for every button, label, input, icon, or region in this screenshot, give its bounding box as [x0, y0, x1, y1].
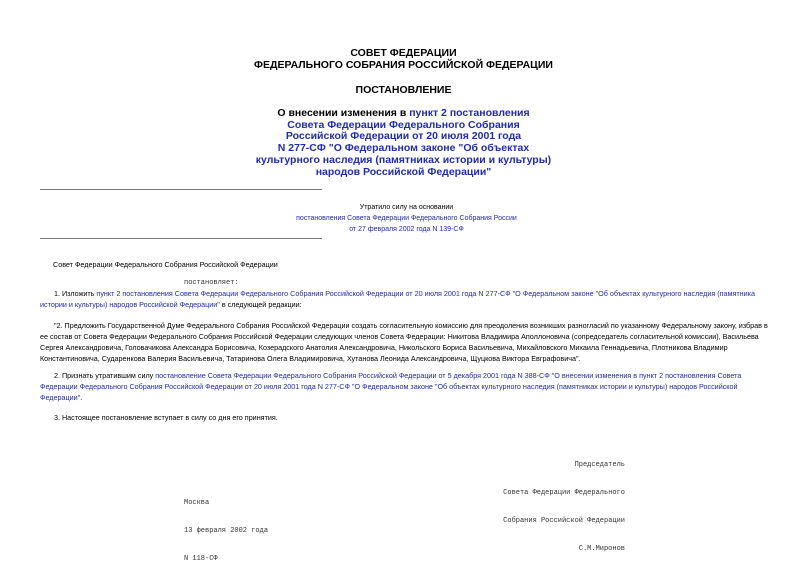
item-1-link-2[interactable]: истории и культуры) народов Российской Федерации" — [40, 300, 220, 309]
title-link-line[interactable]: народов Российской Федерации" — [315, 165, 492, 178]
quote-line: ее состав от Совета Федерации Федерального Собрания Российской Федерации следующих членов Совета Федерации: Никитова Владимира Аполлоновича (сопредседатель согласительной комиссии), Васильева — [40, 332, 759, 341]
item-2-link[interactable]: постановление Совета Федерации Федерального Собрания Российской Федерации от 5 декабря 2001 года N 388-СФ "О внесении изменения в пункт 2 постановления Совета — [155, 371, 742, 380]
issuer-line-2: ФЕДЕРАЛЬНОГО СОБРАНИЯ РОССИЙСКОЙ ФЕДЕРАЦИИ — [254, 59, 553, 71]
item-2: 2. Признать утратившим силу постановление Совета Федерации Федерального Собрания Российской Федерации от 5 декабря 2001 года N 388-СФ "О внесении изменения в пункт 2 постановления Совета — [54, 371, 742, 380]
signature-block: Председатель Совета Федерации Федерального Собрания Российской Федерации С.М.Миронов — [503, 460, 625, 554]
item-1: 1. Изложить пункт 2 постановления Совета Федерации Федерального Собрания Российской Федерации от 20 июля 2001 года N 277-СФ "О Федеральном законе "Об объектах культурного наследия (памятника — [54, 289, 755, 298]
title-link-line[interactable]: Российской Федерации от 20 июля 2001 года — [285, 130, 522, 143]
decides-text: постановляет: — [184, 279, 239, 287]
lost-force-link[interactable]: постановления Совета Федерации Федерального Собрания России — [296, 215, 517, 222]
item-2-link-3[interactable]: Федерации" — [40, 393, 81, 402]
issuer-line-1: СОВЕТ ФЕДЕРАЦИИ — [350, 47, 457, 59]
document-type: ПОСТАНОВЛЕНИЕ — [355, 84, 452, 96]
title-link-line[interactable]: N 277-СФ "О Федеральном законе "Об объектах — [277, 142, 530, 155]
item-1-link[interactable]: пункт 2 постановления Совета Федерации Федерального Собрания Российской Федерации от 20 июля 2001 года N 277-СФ "О Федеральном законе "Об объектах культурного наследия (памятника — [96, 289, 755, 298]
document-title: О внесении изменения в пункт 2 постановления Совета Федерации Федерального Собрания Российской Федерации от 20 июля 2001 года N 277-СФ "О Федеральном законе "Об объектах культурного наследия (памятниках истории и культуры) народов Российской Федерации" — [0, 108, 807, 178]
divider-top — [40, 189, 322, 190]
item-3: 3. Настоящее постановление вступает в силу со дня его принятия. — [54, 413, 278, 422]
quote-line: Константиновича, Сударенкова Валерия Васильевича, Татаринова Олега Владимировича, Хутанова Леонида Александровича, Щуцкова Виктора Евграфовича". — [40, 354, 581, 363]
title-link-line[interactable]: Совета Федерации Федерального Собрания — [287, 118, 520, 131]
intro-text: Совет Федерации Федерального Собрания Российской Федерации — [53, 260, 278, 269]
lost-force-note: Утратило силу на основании постановления Совета Федерации Федерального Собрания России от 27 февраля 2002 года N 139-СФ — [240, 202, 573, 235]
item-2-link-2[interactable]: Федерации Федерального Собрания Российской Федерации от 20 июля 2001 года N 277-СФ "О Федеральном законе "Об объектах культурного наследия (памятниках истории и культуры) народов Российской — [40, 382, 738, 391]
title-link-line[interactable]: культурного наследия (памятниках истории и культуры) — [255, 153, 552, 166]
quote-line: "2. Предложить Государственной Думе Федерального Собрания Российской Федерации создать согласительную комиссию для преодоления возникших разногласий по указанному Федеральному закону, избрав в — [54, 321, 768, 330]
item-1-continued: истории и культуры) народов Российской Федерации" в следующей редакции: — [40, 300, 302, 309]
title-link[interactable]: пункт 2 постановления — [409, 107, 530, 119]
quote-line: Сергея Александровича, Головачикова Александра Борисовича, Козерадского Анатолия Александровича, Никольского Бориса Васильевича, Михайловского Михаила Геннадьевича, Плотникова Владимир — [40, 343, 728, 352]
footer-block: Москва 13 февраля 2002 года N 118-СФ — [184, 498, 269, 564]
divider-bottom — [40, 238, 322, 239]
item-2-continued: Федерации". — [40, 393, 83, 402]
lost-force-link-2[interactable]: от 27 февраля 2002 года N 139-СФ — [349, 226, 464, 233]
